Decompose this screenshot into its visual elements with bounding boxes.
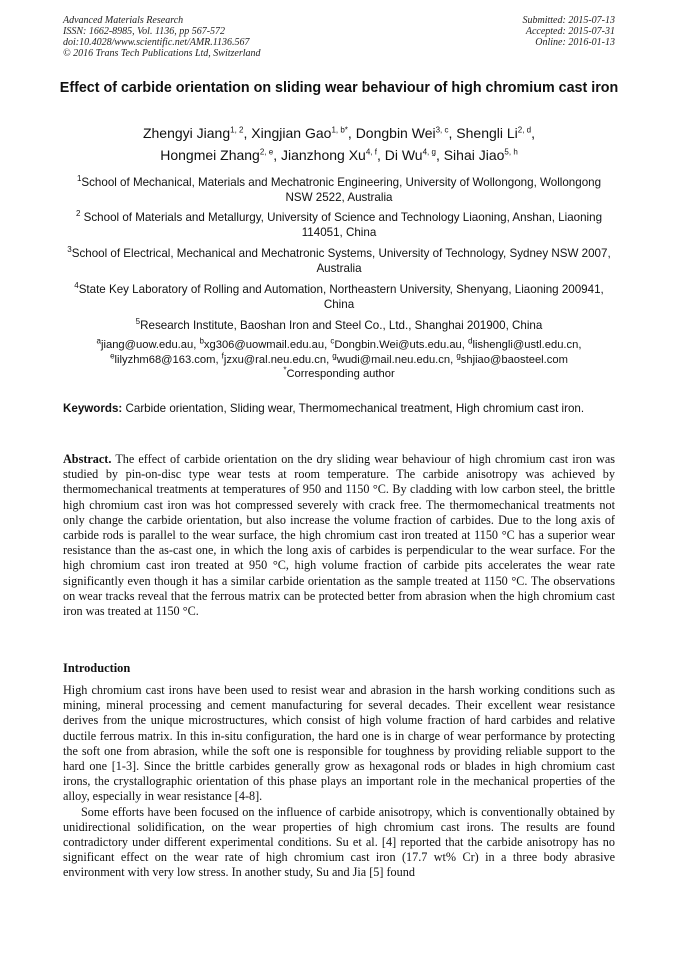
publication-dates xyxy=(523,15,616,48)
author: Jianzhong Xu$^{4, f}$, xyxy=(280,147,385,163)
email-link[interactable]: $^g$wudi@mail.neu.edu.cn, xyxy=(332,350,457,366)
corresponding-author-note: *Corresponding author xyxy=(283,365,395,380)
paragraph: High chromium cast irons have been used to resist wear and abrasion in the harsh working conditions such as mining, mineral processing and cement manufacturing for several decades. Their excellent wear resistance derives from the unique microstructures, which consist of high volume fraction of hard carbides and relative ductile ferrous matrix. In this in-situ configuration, the hard one is in charge of wear performance by protecting the soft one from abrasion, while the soft one is responsible for toughness by providing reliable support to the hard one [1-3]. Since the brittle carbides generally grow as hexagonal rods or blades in high chromium cast irons, the crystallographic orientation of this phase plays an important role in the mechanical properties of the alloy, especially in wear resistance [4-8]. xyxy=(63,683,615,804)
keywords-text: Carbide orientation, Sliding wear, Thermomechanical treatment, High chromium cast iron. xyxy=(122,402,585,415)
author: Xingjian Gao$^{1, b*}$, xyxy=(251,125,356,141)
online-date: Online: 2016-01-13 xyxy=(535,37,615,48)
issn-line: ISSN: 1662-8985, Vol. 1136, pp 567-572 xyxy=(63,26,226,37)
paper-title: Effect of carbide orientation on sliding wear behaviour of high chromium cast iron xyxy=(59,80,619,96)
journal-name: Advanced Materials Research xyxy=(63,15,184,26)
doi-link[interactable]: doi:10.4028/www.scientific.net/AMR.1136.567 xyxy=(63,37,250,48)
email-line-1 xyxy=(50,338,628,353)
abstract-label: Abstract. xyxy=(63,452,112,466)
email-link[interactable]: $^b$xg306@uowmail.edu.au, xyxy=(199,336,331,351)
author-list xyxy=(40,122,638,166)
author-line-2 xyxy=(40,144,638,166)
author: Zhengyi Jiang$^{1, 2}$, xyxy=(142,125,252,141)
email-link[interactable]: $^a$jiang@uow.edu.au, xyxy=(96,336,200,351)
submitted-date: Submitted: 2015-07-13 xyxy=(522,15,615,26)
email-line-2 xyxy=(50,350,628,368)
affiliation-4: $^4$State Key Laboratory of Rolling and Automation, Northeastern University, Shenyang, Liaoning 200941, China xyxy=(74,281,604,311)
email-link[interactable]: $^c$Dongbin.Wei@uts.edu.au, xyxy=(330,336,468,351)
email-link[interactable]: $^f$jzxu@ral.neu.edu.cn, xyxy=(221,350,333,366)
affiliation-5: $^5$Research Institute, Baoshan Iron and Steel Co., Ltd., Shanghai 201900, China xyxy=(135,317,543,332)
author: Shengli Li$^{2, d}$, xyxy=(456,125,536,141)
section-heading-introduction: Introduction xyxy=(63,661,131,675)
email-link[interactable]: $^g$shjiao@baosteel.com xyxy=(456,350,568,366)
abstract xyxy=(63,452,615,619)
affiliation-1: $^1$School of Mechanical, Materials and Mechatronic Engineering, University of Wollongong, Wollongong NSW 2522, Australia xyxy=(76,174,602,204)
journal-info xyxy=(63,15,261,59)
affiliation-2: $^2$ School of Materials and Metallurgy, University of Science and Technology Liaoning, Anshan, Liaoning 114051, China xyxy=(75,209,603,239)
affiliation-3: $^3$School of Electrical, Mechanical and Mechatronic Systems, University of Technology, Sydney NSW 2007, Australia xyxy=(67,245,611,275)
author: Sihai Jiao$^{5, h}$ xyxy=(443,147,518,163)
paragraph: Some efforts have been focused on the influence of carbide anisotropy, which is conventionally obtained by unidirectional solidification, on the wear properties of high chromium cast irons. The results are found contradictory under different experimental conditions. Su et al. [4] reported that the carbide anisotropy has no significant effect on the wear rate of high chromium cast iron (17.7 wt% Cr) in a three body abrasive environment with very low stress. In another study, Su and Jia [5] found xyxy=(63,804,615,880)
author-line-1 xyxy=(40,122,638,144)
author: Hongmei Zhang$^{2, e}$, xyxy=(160,147,281,163)
author: Di Wu$^{4, g}$, xyxy=(384,147,444,163)
abstract-text: The effect of carbide orientation on the dry sliding wear behaviour of high chromium cast iron was studied by pin-on-disc type wear tests at room temperature. The carbide anisotropy was achieved by thermomechanical treatments at temperatures of 950 and 1150 °C. By cladding with low carbon steel, the brittle high chromium cast iron was hot compressed severely with crack free. The thermomechanical treatments not only change the carbide orientation, but also increase the volume fraction of carbides. Due to the long axis of carbide rods is parallel to the wear surface, the high chromium cast iron treated at 1150 °C has a superior wear resistance than the as-cast one, in which the long axis of carbides is perpendicular to the wear surface. For the high chromium cast iron treated at 950 °C, high volume fraction of carbide pits accelerates the wear rate significantly even though it has a similar carbide orientation as the sample treated at 1150 °C. The observations on wear tracks reveal that the ferrous matrix can be protected better from abrasion when the high chromium cast iron was treated at 1150 °C. xyxy=(63,452,615,619)
email-link[interactable]: $^d$lishengli@ustl.edu.cn, xyxy=(468,336,582,351)
keywords xyxy=(63,402,615,417)
author: Dongbin Wei$^{3, c}$, xyxy=(355,125,457,141)
email-list xyxy=(50,338,628,382)
email-link[interactable]: $^e$lilyzhm68@163.com, xyxy=(110,350,222,366)
copyright-line: © 2016 Trans Tech Publications Ltd, Switzerland xyxy=(63,48,261,59)
accepted-date: Accepted: 2015-07-31 xyxy=(525,26,615,37)
introduction-body xyxy=(63,683,615,881)
keywords-label: Keywords: xyxy=(63,402,123,415)
